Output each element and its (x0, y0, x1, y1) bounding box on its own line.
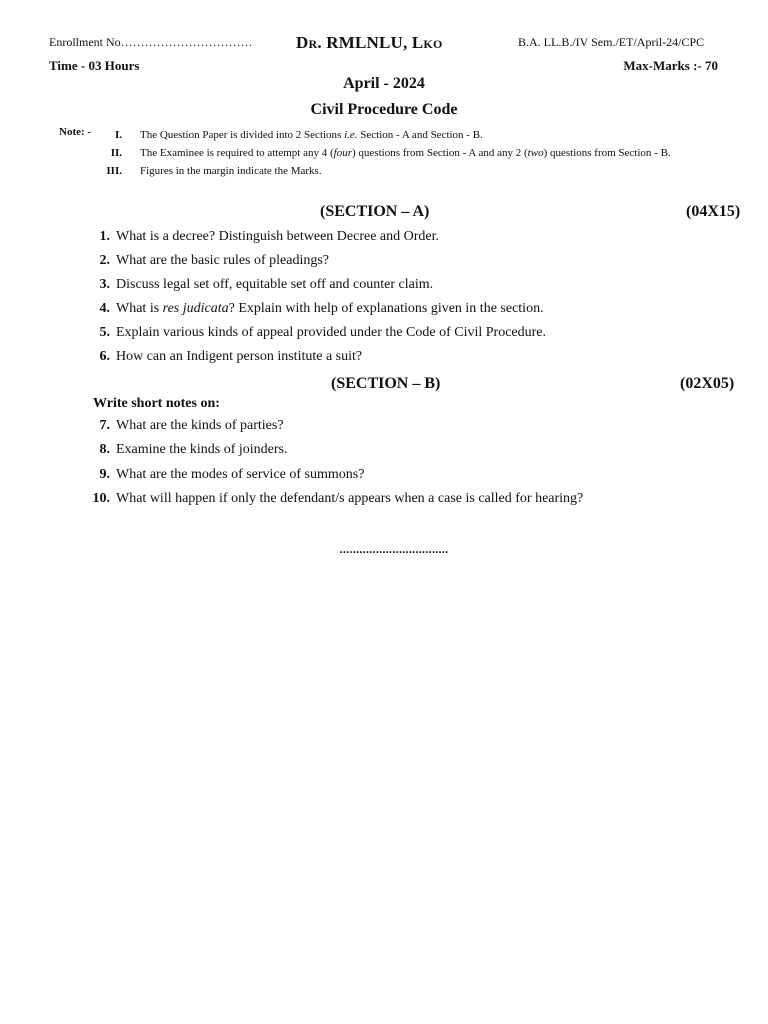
note-item (140, 147, 671, 159)
note-number: III. (106, 165, 122, 177)
question-text: What is a decree? Distinguish between Decree and Order. (116, 229, 440, 244)
question-number: 4. (99, 301, 110, 316)
note-italic-text: four (333, 147, 352, 159)
question-number: 1. (99, 229, 110, 244)
question-text: Discuss legal set off, equitable set off and counter claim. (116, 277, 434, 292)
section-b-marks: (02X05) (680, 375, 735, 392)
note-text: The Examinee is required to attempt any 4 ( (140, 147, 334, 159)
question-text-part: What is (116, 301, 163, 316)
section-a-title: (SECTION – A) (320, 203, 430, 220)
note-italic-text: i.e. (344, 129, 358, 141)
question-number: 9. (99, 467, 110, 482)
question-number: 10. (92, 491, 110, 506)
section-a-marks: (04X15) (686, 203, 741, 220)
question-text: How can an Indigent person institute a suit? (116, 349, 363, 364)
note-number: II. (110, 147, 122, 159)
paper-code: B.A. LL.B./IV Sem./ET/April-24/CPC (518, 35, 705, 49)
question-number: 8. (99, 442, 110, 457)
note-text: Figures in the margin indicate the Marks. (140, 165, 322, 177)
question-number: 7. (99, 418, 110, 433)
question-text-part: ? Explain with help of explanations given in the section. (228, 301, 544, 316)
note-number: I. (114, 129, 122, 141)
note-text: ) questions from Section - A and any 2 ( (352, 147, 528, 159)
end-of-paper-marker: ................................. (339, 542, 449, 556)
exam-duration: Time - 03 Hours (49, 58, 140, 73)
section-b-title: (SECTION – B) (331, 375, 441, 392)
question-text: Examine the kinds of joinders. (116, 442, 288, 457)
question-text: What are the basic rules of pleadings? (116, 253, 330, 268)
question-number: 6. (99, 349, 110, 364)
subject-title: Civil Procedure Code (310, 101, 458, 118)
university-name: Dr. RMLNLU, Lko (296, 33, 443, 52)
question-text: What will happen if only the defendant/s appears when a case is called for hearing? (116, 491, 584, 506)
note-text: Section - A and Section - B. (357, 129, 483, 141)
note-item (140, 129, 483, 141)
enrollment-number-line: Enrollment No…………………………… (49, 35, 253, 49)
question-number: 2. (99, 253, 110, 268)
question-number: 3. (99, 277, 110, 292)
question-italic-term: res judicata (162, 301, 229, 316)
question-number: 5. (99, 325, 110, 340)
max-marks: Max-Marks :- 70 (623, 58, 718, 73)
section-b-instruction: Write short notes on: (93, 396, 220, 411)
exam-month: April - 2024 (343, 75, 425, 92)
note-item (140, 165, 322, 177)
question-text (116, 301, 544, 317)
note-label: Note: - (59, 126, 92, 138)
note-italic-text: two (527, 147, 544, 159)
question-text: What are the kinds of parties? (116, 418, 284, 433)
question-text: What are the modes of service of summons? (116, 467, 365, 482)
note-text: ) questions from Section - B. (543, 147, 671, 159)
question-text: Explain various kinds of appeal provided under the Code of Civil Procedure. (116, 325, 547, 340)
note-text: The Question Paper is divided into 2 Sections (140, 129, 345, 141)
